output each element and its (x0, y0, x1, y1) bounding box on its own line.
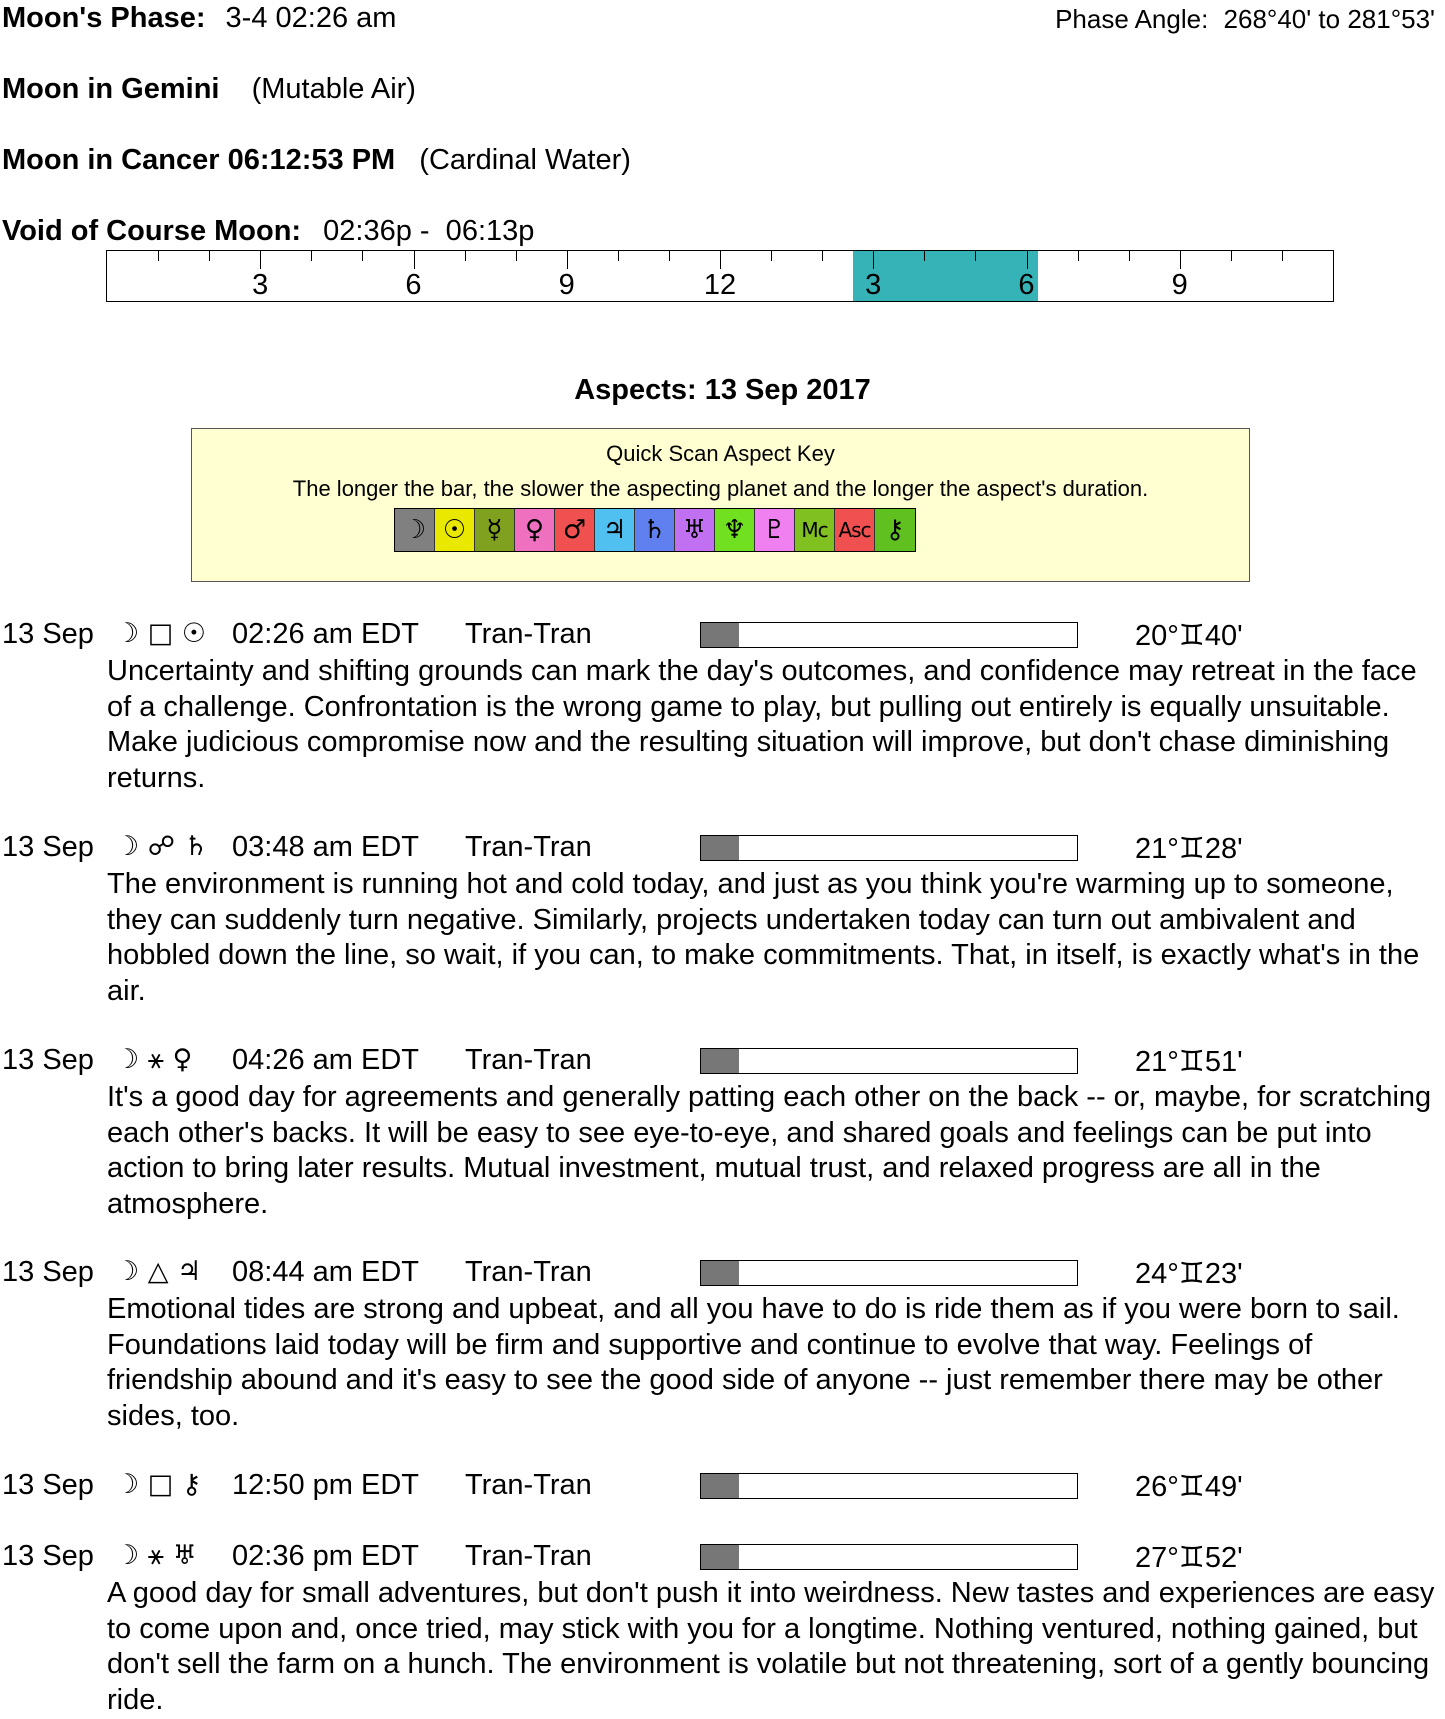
aspect-duration-bar (700, 622, 1078, 648)
aspect-date: 13 Sep (2, 1256, 94, 1288)
timeline-tick (975, 251, 976, 261)
voc-line (2, 215, 534, 248)
timeline-hour-label: 9 (558, 269, 575, 301)
timeline-hour-label: 6 (1018, 269, 1035, 301)
aspect-date: 13 Sep (2, 1044, 94, 1076)
aspect-duration-bar (700, 1473, 1078, 1499)
aspect-position: 26°♊49' (1135, 1471, 1243, 1503)
aspect-glyphs-icon: ☽ △ ♃ (115, 1256, 202, 1287)
moon-phase-value: 3-4 02:26 am (225, 2, 397, 34)
timeline-tick (414, 251, 415, 269)
timeline-tick (158, 251, 159, 261)
aspect-time: 02:26 am EDT (232, 618, 419, 650)
timeline-tick (1129, 251, 1130, 261)
moon-phase-line (2, 2, 396, 35)
timeline-tick (1282, 251, 1283, 261)
phase-angle-value: 268°40' to 281°53' (1223, 4, 1435, 34)
aspect-position: 27°♊52' (1135, 1542, 1243, 1574)
aspects-title: Aspects: 13 Sep 2017 (574, 374, 871, 406)
aspect-time: 08:44 am EDT (232, 1256, 419, 1288)
aspect-type: Tran-Tran (465, 618, 592, 650)
key-swatch-saturn-icon: ♄ (635, 509, 675, 551)
aspect-time: 03:48 am EDT (232, 831, 419, 863)
aspect-duration-bar (700, 1260, 1078, 1286)
aspect-position: 20°♊40' (1135, 620, 1243, 652)
timeline-hour-label: 3 (865, 269, 882, 301)
aspect-glyphs-icon: ☽ □ ⚷ (115, 1469, 202, 1500)
moon-sign-2-line (2, 144, 631, 177)
aspect-position: 24°♊23' (1135, 1258, 1243, 1290)
moon-sign-1-desc: (Mutable Air) (251, 73, 416, 105)
aspect-duration-bar (700, 1048, 1078, 1074)
aspect-description: A good day for small adventures, but don't push it into weirdness. New tastes and experiences are easy to come upon and, once tried, may stick with you for a longtime. Nothing ventured, nothing gained, but don't sell the farm on a hunch. The environment is volatile but not threatening, sort of a gently bouncing ride. (107, 1577, 1435, 1716)
key-swatch-moon-icon: ☽ (395, 509, 435, 551)
aspect-date: 13 Sep (2, 1540, 94, 1572)
timeline-tick (720, 251, 721, 269)
timeline-tick (1231, 251, 1232, 261)
voc-label: Void of Course Moon: (2, 215, 302, 247)
aspect-glyphs-icon: ☽ □ ☉ (115, 618, 207, 649)
moon-sign-1-line (2, 73, 416, 106)
timeline-tick (567, 251, 568, 269)
moon-sign-1: Moon in Gemini (2, 73, 220, 105)
aspect-duration-fill (701, 1474, 739, 1498)
aspect-duration-fill (701, 1261, 739, 1285)
aspect-description: The environment is running hot and cold today, and just as you think you're warming up to someone, they can suddenly turn negative. Similarly, projects undertaken today can turn out ambivalent and hobbled down the line, so wait, if you can, to make commitments. That, in itself, is exactly what's in the air. (107, 868, 1420, 1007)
key-swatch-mars-icon: ♂ (555, 509, 595, 551)
aspect-date: 13 Sep (2, 1469, 94, 1501)
timeline-hour-label: 3 (252, 269, 269, 301)
voc-value: 02:36p - 06:13p (323, 215, 535, 247)
aspect-position: 21°♊28' (1135, 833, 1243, 865)
aspect-key-swatches (394, 508, 916, 552)
key-swatch-neptune-icon: ♆ (715, 509, 755, 551)
moon-sign-2-desc: (Cardinal Water) (419, 144, 631, 176)
aspect-description: Uncertainty and shifting grounds can mark the day's outcomes, and confidence may retreat in the face of a challenge. Confrontation is the wrong game to play, but pulling out entirely is equally unsuitable. Make judicious compromise now and the resulting situation will improve, but don't chase diminishing returns. (107, 655, 1417, 794)
timeline-tick (465, 251, 466, 261)
key-swatch-uranus-icon: ♅ (675, 509, 715, 551)
aspect-key-description: The longer the bar, the slower the aspecting planet and the longer the aspect's duration. (292, 476, 1149, 501)
aspect-key-box (191, 428, 1250, 582)
timeline-tick (924, 251, 925, 261)
aspect-type: Tran-Tran (465, 1044, 592, 1076)
void-of-course-timeline (106, 250, 1334, 302)
timeline-tick (209, 251, 210, 261)
aspect-time: 12:50 pm EDT (232, 1469, 419, 1501)
aspect-type: Tran-Tran (465, 1469, 592, 1501)
aspect-time: 04:26 am EDT (232, 1044, 419, 1076)
key-swatch-ascendant-icon: Asc (835, 509, 875, 551)
key-swatch-mercury-icon: ☿ (475, 509, 515, 551)
aspect-duration-fill (701, 1545, 739, 1569)
key-swatch-midheaven-icon: Mc (795, 509, 835, 551)
timeline-tick (669, 251, 670, 261)
aspect-glyphs-icon: ☽ ☍ ♄ (115, 831, 208, 862)
aspect-type: Tran-Tran (465, 831, 592, 863)
aspect-type: Tran-Tran (465, 1540, 592, 1572)
aspect-glyphs-icon: ☽ ⚹ ♅ (115, 1540, 197, 1571)
timeline-tick (822, 251, 823, 261)
aspect-date: 13 Sep (2, 618, 94, 650)
aspect-type: Tran-Tran (465, 1256, 592, 1288)
aspect-glyphs-icon: ☽ ⚹ ♀ (115, 1044, 193, 1075)
timeline-tick (362, 251, 363, 261)
key-swatch-venus-icon: ♀ (515, 509, 555, 551)
aspect-duration-fill (701, 836, 739, 860)
timeline-hour-label: 9 (1171, 269, 1188, 301)
timeline-hour-label: 6 (405, 269, 422, 301)
key-swatch-sun-icon: ☉ (435, 509, 475, 551)
moon-phase-label: Moon's Phase: (2, 2, 206, 34)
aspect-duration-fill (701, 623, 739, 647)
phase-angle (1055, 4, 1435, 35)
timeline-tick (771, 251, 772, 261)
timeline-tick (1027, 251, 1028, 269)
aspect-duration-fill (701, 1049, 739, 1073)
aspect-description: Emotional tides are strong and upbeat, and all you have to do is ride them as if you were born to sail. Foundations laid today will be firm and supportive and continue to evolve that way. Feelings of friendship abound and it's easy to see the good side of anyone -- just remember there may be other sides, too. (107, 1293, 1400, 1432)
key-swatch-chiron-icon: ⚷ (875, 509, 915, 551)
timeline-tick (311, 251, 312, 261)
aspect-key-title: Quick Scan Aspect Key (606, 441, 835, 466)
aspect-time: 02:36 pm EDT (232, 1540, 419, 1572)
key-swatch-jupiter-icon: ♃ (595, 509, 635, 551)
aspect-description: It's a good day for agreements and generally patting each other on the back -- or, maybe, for scratching each other's backs. It will be easy to see eye-to-eye, and shared goals and feelings can be put into action to bring later results. Mutual investment, mutual trust, and relaxed progress are all in the atmosphere. (107, 1081, 1432, 1220)
timeline-tick (1180, 251, 1181, 269)
timeline-hour-label: 12 (703, 269, 737, 301)
moon-sign-2: Moon in Cancer 06:12:53 PM (2, 144, 396, 176)
aspect-duration-bar (700, 1544, 1078, 1570)
timeline-tick (1078, 251, 1079, 261)
aspect-position: 21°♊51' (1135, 1046, 1243, 1078)
phase-angle-label: Phase Angle: (1055, 4, 1209, 34)
timeline-tick (873, 251, 874, 269)
key-swatch-pluto-icon: ♇ (755, 509, 795, 551)
aspect-date: 13 Sep (2, 831, 94, 863)
timeline-tick (618, 251, 619, 261)
timeline-tick (260, 251, 261, 269)
timeline-tick (516, 251, 517, 261)
aspect-duration-bar (700, 835, 1078, 861)
